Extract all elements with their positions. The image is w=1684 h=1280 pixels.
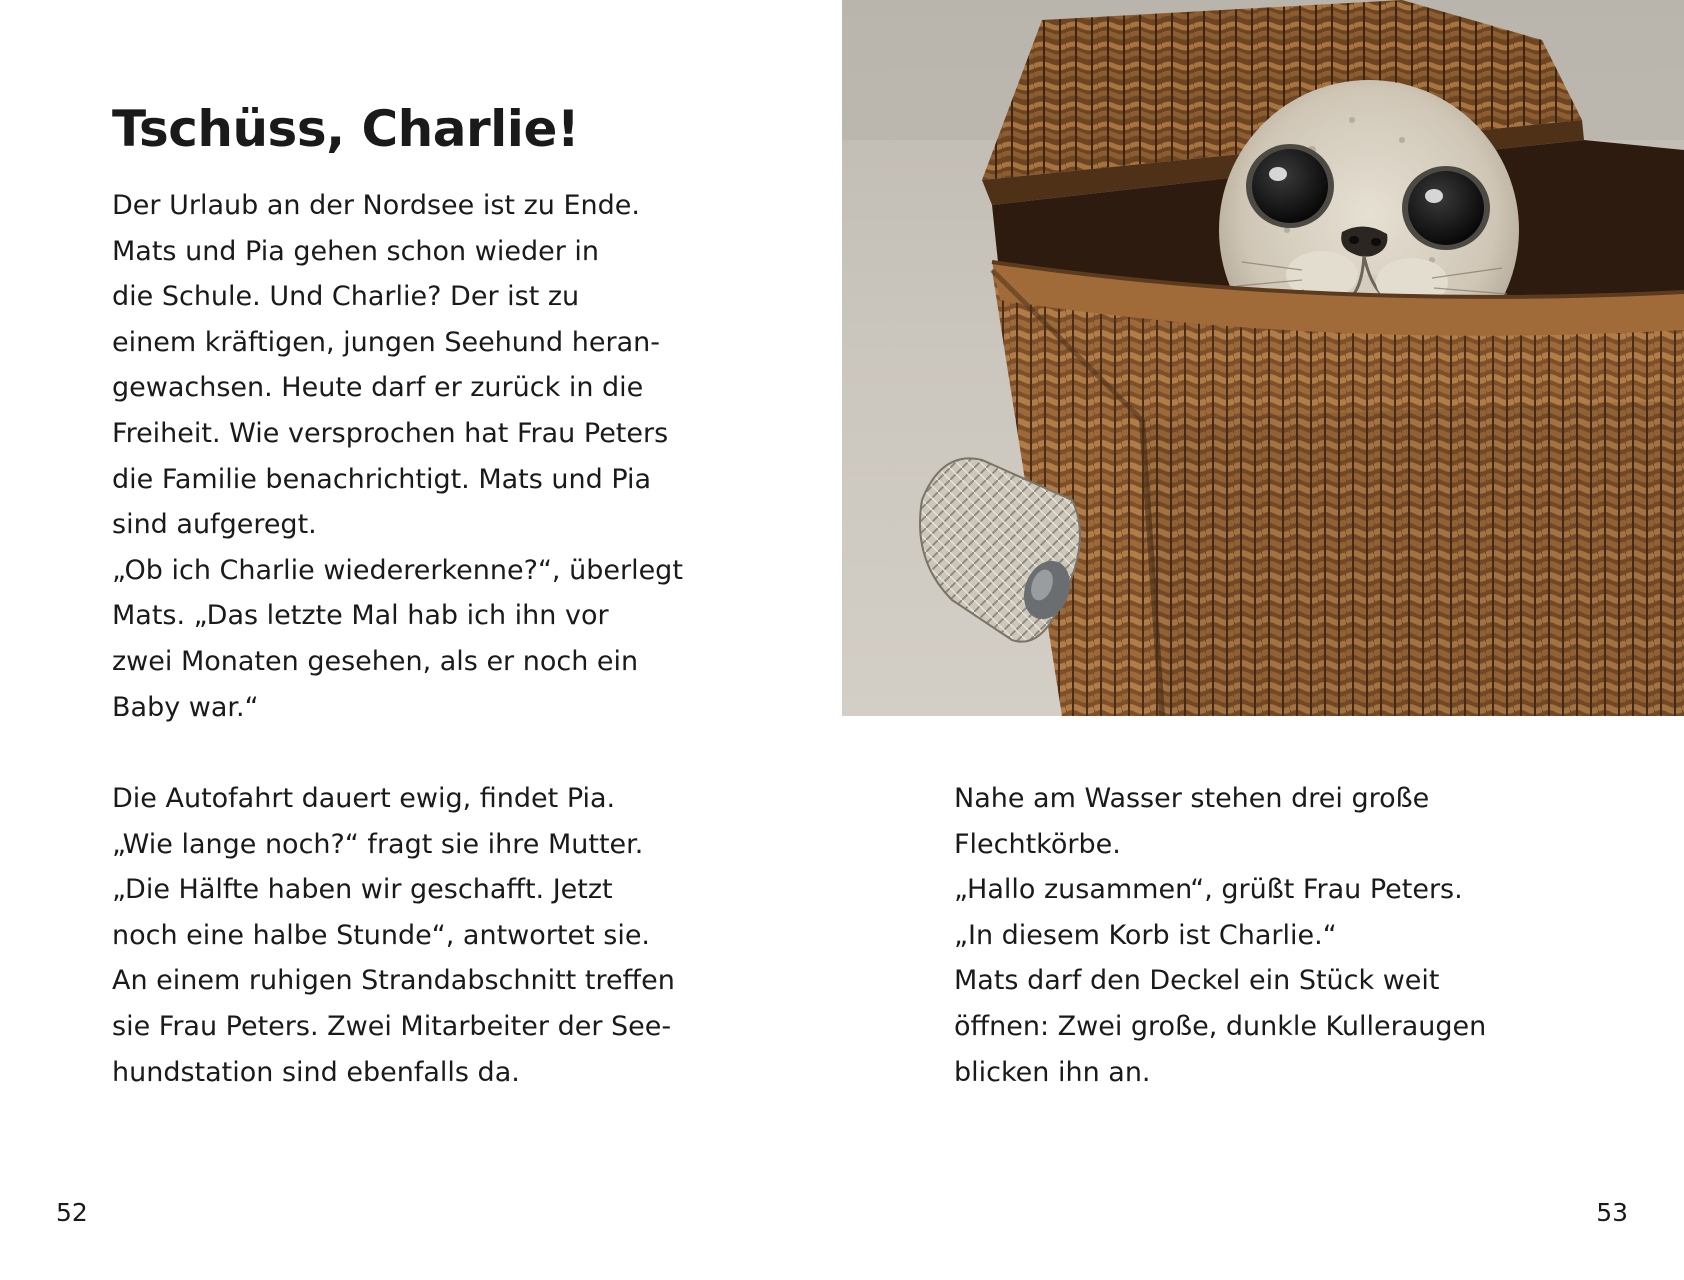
page-number-right: 53 xyxy=(1596,1198,1628,1227)
text-line: Mats darf den Deckel ein Stück weit xyxy=(954,965,1440,997)
text-line: „Wie lange noch?“ fragt sie ihre Mutter. xyxy=(112,828,644,860)
page-number-left: 52 xyxy=(56,1198,88,1227)
text-line: sind aufgeregt. xyxy=(112,509,317,541)
right-page xyxy=(842,0,1684,1280)
text-line: Der Urlaub an der Nordsee ist zu Ende. xyxy=(112,190,640,221)
text-line: blicken ihn an. xyxy=(954,1056,1151,1088)
text-line: „In diesem Korb ist Charlie.“ xyxy=(954,919,1337,951)
text-line: hundstation sind ebenfalls da. xyxy=(112,1056,520,1088)
text-line: Mats. „Das letzte Mal hab ich ihn vor xyxy=(112,600,609,632)
text-line: Flechtkörbe. xyxy=(954,828,1121,860)
text-line: „Die Hälfte haben wir geschafft. Jetzt xyxy=(112,874,613,906)
text-line: „Hallo zusammen“, grüßt Frau Peters. xyxy=(954,874,1463,906)
text-line: Nahe am Wasser stehen drei große xyxy=(954,783,1430,814)
text-line: „Ob ich Charlie wiedererkenne?“, überlegt xyxy=(112,554,683,586)
text-line: öffnen: Zwei große, dunkle Kulleraugen xyxy=(954,1010,1487,1042)
text-line: An einem ruhigen Strandabschnitt treffen xyxy=(112,965,675,997)
text-line: gewachsen. Heute darf er zurück in die xyxy=(112,372,644,404)
text-line: die Familie benachrichtigt. Mats und Pia xyxy=(112,463,652,495)
text-line: sie Frau Peters. Zwei Mitarbeiter der See- xyxy=(112,1010,672,1042)
text-line: einem kräftigen, jungen Seehund heran- xyxy=(112,326,660,358)
right-paragraph-1 xyxy=(954,776,1486,1095)
text-line: zwei Monaten gesehen, als er noch ein xyxy=(112,645,639,677)
seal-in-wicker-basket-photo xyxy=(842,0,1684,716)
text-line: noch eine halbe Stunde“, antwortet sie. xyxy=(112,919,651,951)
left-paragraph-1 xyxy=(112,183,683,730)
text-line: die Schule. Und Charlie? Der ist zu xyxy=(112,281,580,313)
text-line: Freiheit. Wie versprochen hat Frau Peters xyxy=(112,417,669,449)
left-paragraph-2 xyxy=(112,776,675,1095)
text-line: Die Autofahrt dauert ewig, findet Pia. xyxy=(112,783,616,814)
chapter-title: Tschüss, Charlie! xyxy=(112,100,580,158)
text-line: Baby war.“ xyxy=(112,691,259,723)
text-line: Mats und Pia gehen schon wieder in xyxy=(112,235,599,267)
